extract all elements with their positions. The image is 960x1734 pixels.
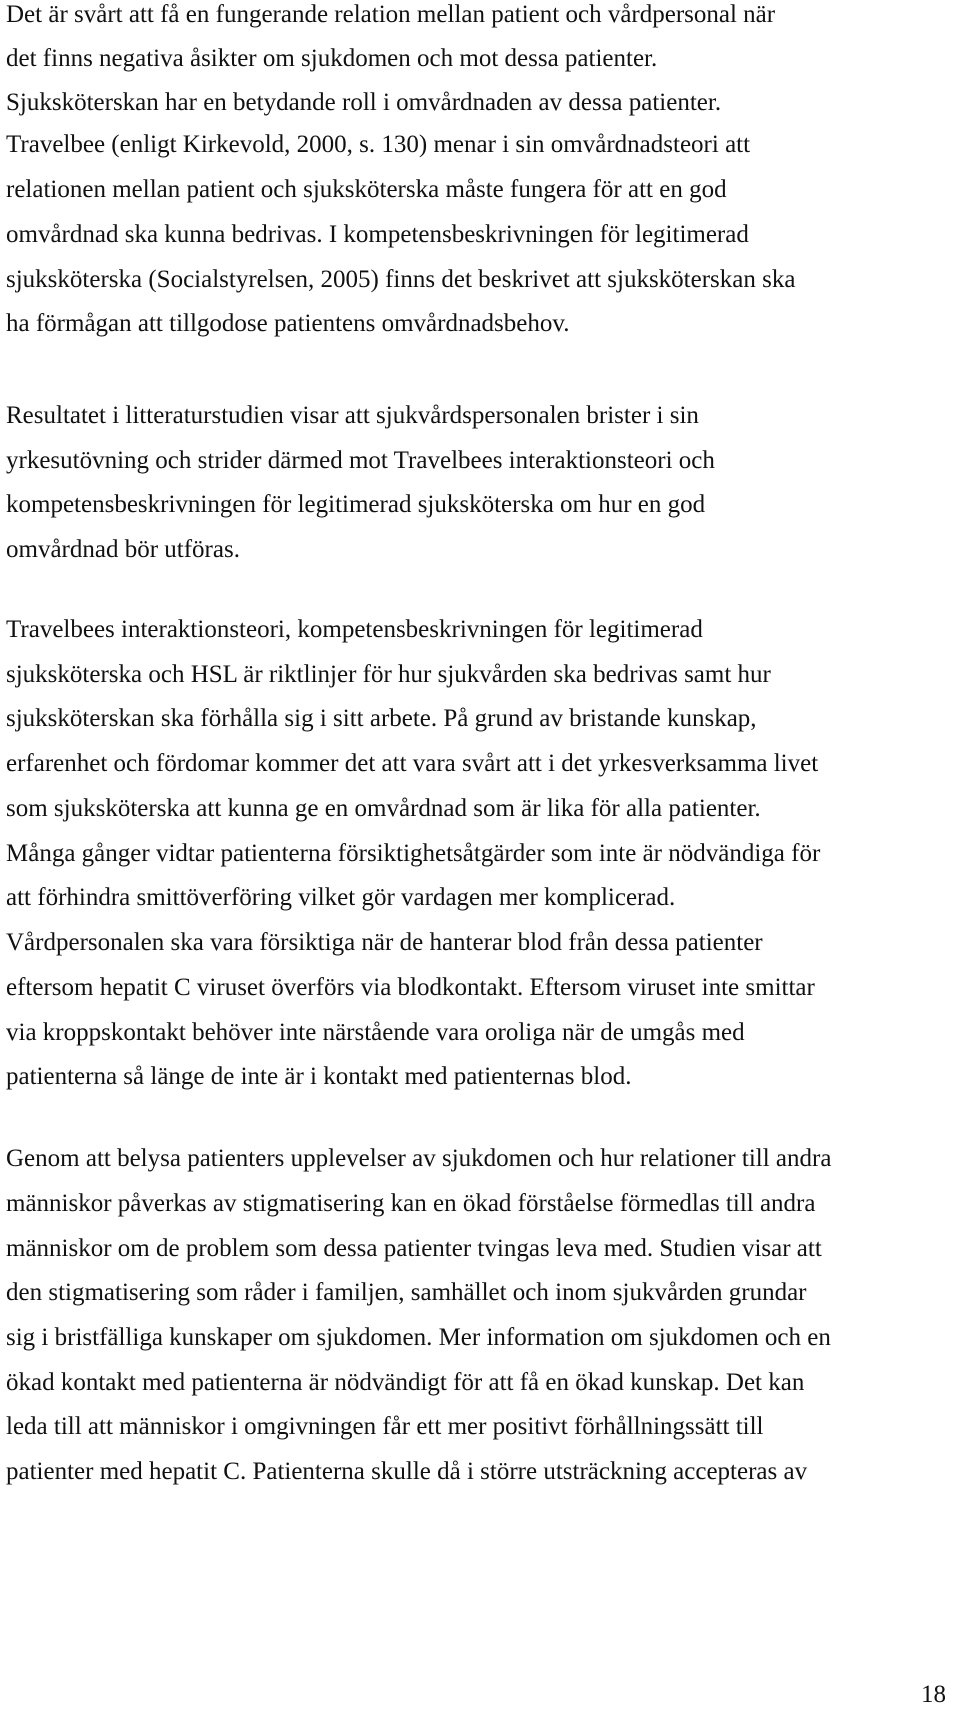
text-line: kompetensbeskrivningen för legitimerad sjuksköterska om hur en god bbox=[6, 491, 706, 518]
text-line: sjuksköterska (Socialstyrelsen, 2005) finns det beskrivet att sjuksköterskan ska bbox=[6, 266, 796, 293]
text-line: att förhindra smittöverföring vilket gör vardagen mer komplicerad. bbox=[6, 884, 676, 911]
text-line: Sjuksköterskan har en betydande roll i omvårdnaden av dessa patienter. bbox=[6, 89, 722, 116]
text-line: omvårdnad ska kunna bedrivas. I kompetensbeskrivningen för legitimerad bbox=[6, 221, 749, 248]
text-line: den stigmatisering som råder i familjen, samhället och inom sjukvården grundar bbox=[6, 1279, 807, 1306]
text-line: via kroppskontakt behöver inte närstående vara oroliga när de umgås med bbox=[6, 1019, 745, 1046]
text-line: leda till att människor i omgivningen får ett mer positivt förhållningssätt till bbox=[6, 1413, 764, 1440]
text-line: sjuksköterska och HSL är riktlinjer för hur sjukvården ska bedrivas samt hur bbox=[6, 661, 771, 688]
text-line: ha förmågan att tillgodose patientens omvårdnadsbehov. bbox=[6, 310, 570, 337]
text-line: Travelbee (enligt Kirkevold, 2000, s. 130) menar i sin omvårdnadsteori att bbox=[6, 131, 751, 158]
text-line: Vårdpersonalen ska vara försiktiga när de hanterar blod från dessa patienter bbox=[6, 929, 763, 956]
text-line: det finns negativa åsikter om sjukdomen och mot dessa patienter. bbox=[6, 45, 658, 72]
page-number: 18 bbox=[921, 1681, 946, 1708]
text-line: som sjuksköterska att kunna ge en omvårdnad som är lika för alla patienter. bbox=[6, 795, 761, 822]
text-line: yrkesutövning och strider därmed mot Travelbees interaktionsteori och bbox=[6, 447, 715, 474]
text-line: patienterna så länge de inte är i kontakt med patienternas blod. bbox=[6, 1063, 632, 1090]
text-line: patienter med hepatit C. Patienterna skulle då i större utsträckning accepteras av bbox=[6, 1458, 808, 1485]
text-line: ökad kontakt med patienterna är nödvändigt för att få en ökad kunskap. Det kan bbox=[6, 1369, 805, 1396]
text-line: Genom att belysa patienters upplevelser av sjukdomen och hur relationer till andra bbox=[6, 1145, 832, 1172]
text-line: människor påverkas av stigmatisering kan en ökad förståelse förmedlas till andra bbox=[6, 1190, 816, 1217]
text-line: Det är svårt att få en fungerande relation mellan patient och vårdpersonal när bbox=[6, 1, 776, 28]
text-line: Travelbees interaktionsteori, kompetensbeskrivningen för legitimerad bbox=[6, 616, 703, 643]
text-line: erfarenhet och fördomar kommer det att vara svårt att i det yrkesverksamma livet bbox=[6, 750, 819, 777]
text-line: Många gånger vidtar patienterna försiktighetsåtgärder som inte är nödvändiga för bbox=[6, 840, 821, 867]
text-line: eftersom hepatit C viruset överförs via blodkontakt. Eftersom viruset inte smittar bbox=[6, 974, 815, 1001]
text-line: omvårdnad bör utföras. bbox=[6, 536, 240, 563]
text-line: Resultatet i litteraturstudien visar att sjukvårdspersonalen brister i sin bbox=[6, 402, 699, 429]
text-line: sjuksköterskan ska förhålla sig i sitt arbete. På grund av bristande kunskap, bbox=[6, 705, 757, 732]
text-line: människor om de problem som dessa patienter tvingas leva med. Studien visar att bbox=[6, 1235, 822, 1262]
text-line: sig i bristfälliga kunskaper om sjukdomen. Mer information om sjukdomen och en bbox=[6, 1324, 831, 1351]
text-line: relationen mellan patient och sjuksköterska måste fungera för att en god bbox=[6, 176, 727, 203]
